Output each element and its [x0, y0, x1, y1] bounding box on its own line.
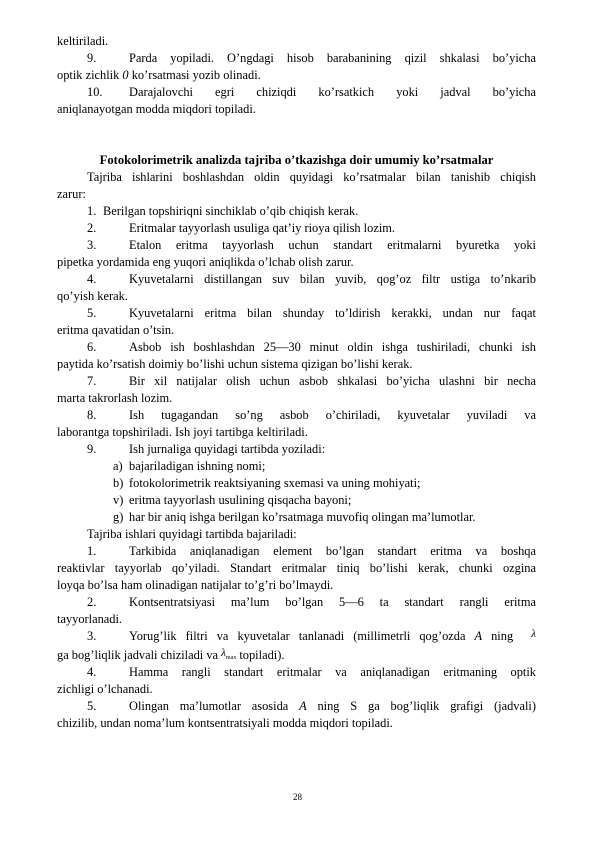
item-text: Darajalovchi egri chiziqdi ko’rsatkich yoki jadval bo’yicha	[129, 85, 536, 99]
stage-text: Olingan ma’lumotlar asosida A ning S ga bog’liqlik grafigi (jadvali)	[129, 699, 536, 713]
list-item-text: Ish jurnaliga quyidagi tartibda yoziladi:	[129, 442, 326, 456]
stage-intro: Tajriba ishlari quyidagi tartibda bajariladi:	[87, 527, 297, 541]
stage-number: 5.	[87, 699, 97, 713]
sublist-text: bajariladigan ishning nomi;	[129, 459, 266, 473]
page-number: 28	[293, 792, 302, 802]
sublist-mark: b)	[113, 476, 124, 490]
section-heading: Fotokolorimetrik analizda tajriba o’tkazishga doir umumiy ko’rsatmalar	[99, 153, 494, 167]
sublist-mark: v)	[113, 493, 124, 507]
list-item-text: Eritmalar tayyorlash usuliga qat’iy rioya qilish lozim.	[129, 221, 395, 235]
sublist-text: fotokolorimetrik reaktsiyaning sxemasi va uning mohiyati;	[129, 476, 421, 490]
item-text-cont: aniqlanayotgan modda miqdori topiladi.	[57, 102, 256, 116]
stage-text-cont: reaktivlar tayyorlab qo’yiladi. Standart eritmalar tiniq bo’lishi kerak, chunki ozgina	[57, 561, 536, 575]
stage-text-cont: chizilib, undan noma’lum kontsentratsiyali modda miqdori topiladi.	[57, 716, 393, 730]
list-item-text: Bir xil natijalar olish uchun asbob shkalasi bo’yicha ulashni bir necha	[129, 374, 536, 388]
list-item-text: Berilgan topshiriqni sinchiklab o’qib chiqish kerak.	[103, 204, 359, 218]
intro-text-cont: zarur:	[57, 187, 86, 201]
stage-text: Yorug’lik filtri va kyuvetalar tanlanadi (millimetrli qog’ozda A ning λ	[129, 628, 536, 643]
stage-text-cont: zichligi o’lchanadi.	[57, 682, 153, 696]
list-item-text-cont: laborantga topshiriladi. Ish joyi tartibga keltiriladi.	[57, 425, 308, 439]
list-item-text-cont: paytida ko’rsatish doimiy bo’lishi uchun sistema qizigan bo’lishi kerak.	[57, 357, 413, 371]
list-item-text: Kyuvetalarni distillangan suv bilan yuvib, qog’oz filtr ustiga to’nkarib	[129, 272, 536, 286]
list-item-text: Kyuvetalarni eritma bilan shunday to’ldirish kerakki, undan nur faqat	[129, 306, 536, 320]
list-item-text: Etalon eritma tayyorlash uchun standart eritmalarni byuretka yoki	[129, 238, 536, 252]
stage-text: Kontsentratsiyasi ma’lum bo’lgan 5—6 ta standart rangli eritma	[129, 595, 536, 609]
stage-text: Tarkibida aniqlanadigan element bo’lgan standart eritma va boshqa	[129, 544, 536, 558]
intro-text: Tajriba ishlarini boshlashdan oldin quyidagi ko’rsatmalar bilan tanishib chiqish	[87, 170, 536, 184]
sublist-text: har bir aniq ishga berilgan ko’rsatmaga muvofiq olingan ma’lumotlar.	[129, 510, 476, 524]
list-item-number: 6.	[87, 340, 97, 354]
list-item-text: Asbob ish boshlashdan 25—30 minut oldin ishga tushiriladi, chunki ish	[129, 340, 536, 354]
list-item-number: 2.	[87, 221, 97, 235]
stage-number: 2.	[87, 595, 97, 609]
list-item-number: 9.	[87, 442, 97, 456]
stage-number: 3.	[87, 629, 97, 643]
list-item-number: 8.	[87, 408, 97, 422]
list-item-number: 3.	[87, 238, 97, 252]
stage-number: 4.	[87, 665, 97, 679]
item-text-cont: optik zichlik 0 ko’rsatmasi yozib olinadi.	[57, 68, 261, 82]
list-item-text-cont: qo’yish kerak.	[57, 289, 128, 303]
list-item-number: 7.	[87, 374, 97, 388]
list-item-text-cont: eritma qavatidan o’tsin.	[57, 323, 175, 337]
stage-text-cont: loyqa bo’lsa ham olinadigan natijalar to’g’ri bo’lmaydi.	[57, 578, 334, 592]
item-number: 10.	[87, 85, 103, 99]
list-item-text: Ish tugagandan so’ng asbob o’chiriladi, kyuvetalar yuviladi va	[129, 408, 536, 422]
list-item-number: 4.	[87, 272, 97, 286]
stage-text: Hamma rangli standart eritmalar va aniqlanadigan eritmaning optik	[129, 665, 536, 679]
sublist-mark: a)	[113, 459, 123, 473]
list-item-text-cont: marta takrorlash lozim.	[57, 391, 173, 405]
stage-text-cont: tayyorlanadi.	[57, 612, 123, 626]
list-item-number: 5.	[87, 306, 97, 320]
stage-number: 1.	[87, 544, 97, 558]
sublist-mark: g)	[113, 510, 124, 524]
stage-text-cont: ga bog’liqlik jadvali chiziladi va λmax topiladi).	[57, 647, 285, 662]
sublist-text: eritma tayyorlash usulining qisqacha bayoni;	[129, 493, 352, 507]
item-text: Parda yopiladi. O’ngdagi hisob barabanining qizil shkalasi bo’yicha	[129, 51, 536, 65]
list-item-text-cont: pipetka yordamida eng yuqori aniqlikda o’lchab olish zarur.	[57, 255, 354, 269]
item-number: 9.	[87, 51, 97, 65]
continuation-line: keltiriladi.	[57, 34, 109, 48]
list-item-number: 1.	[87, 204, 97, 218]
